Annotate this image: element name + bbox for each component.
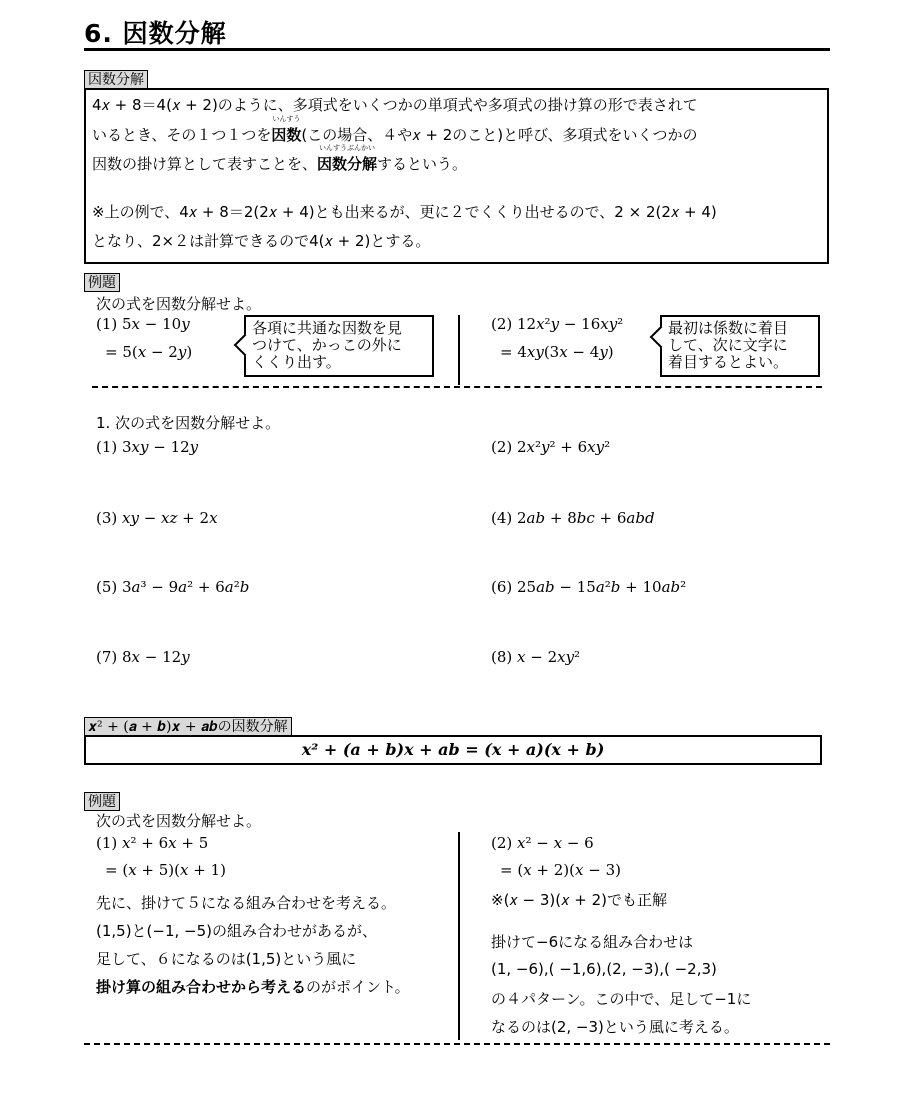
example2-explanation-1-line-4: 掛け算の組み合わせから考えるのがポイント。 [96,978,410,996]
exercise1-problem-8: (8) 𝑥 − 2𝑥𝑦² [491,648,581,666]
example2-dashed-rule [84,1043,830,1045]
exercise1-problem-2: (2) 2𝑥²𝑦² + 6𝑥𝑦² [491,438,611,456]
exercise1-problem-1: (1) 3𝑥𝑦 − 12𝑦 [96,438,199,456]
definition-note-1: ※上の例で、4𝑥 + 8＝2(2𝑥 + 4)とも出来るが、更に２でくくり出せるので、2 × 2(2𝑥 + 4) [92,203,717,221]
example2-instruction: 次の式を因数分解せよ。 [96,812,262,830]
example1-answer-2: = 4𝑥𝑦(3𝑥 − 4𝑦) [500,343,614,361]
exercise1-problem-7: (7) 8𝑥 − 12𝑦 [96,648,190,666]
definition-line-1: 4𝑥 + 8＝4(𝑥 + 2)のように、多項式をいくつかの単項式や多項式の掛け算の形で表されて [92,96,698,114]
example1-problem-2: (2) 12𝑥²𝑦 − 16𝑥𝑦² [491,315,624,333]
definition-line-3: 因数の掛け算として表すことを、 いんすうぶんかい 因数分解するという。 [92,144,468,173]
example2-explanation-1-line-3: 足して、６になるのは(1,5)という風に [96,950,357,968]
term-insu: いんすう 因数 [271,115,302,144]
title-underline [84,48,830,51]
example2-explanation-2-line-4: なるのは(2, −3)という風に考える。 [491,1018,739,1036]
example2-divider [458,832,460,1040]
example1-callout-2: 最初は係数に着目 して、次に文字に 着目するとよい。 [660,315,820,377]
example1-answer-1: = 5(𝑥 − 2𝑦) [105,343,193,361]
exercise1-problem-5: (5) 3𝑎³ − 9𝑎² + 6𝑎²𝑏 [96,578,250,596]
example2-explanation-2-line-3: の４パターン。この中で、足して−1に [491,990,752,1008]
example2-tag: 例題 [84,792,120,811]
example1-divider [458,315,460,385]
example2-note: ※(𝑥 − 3)(𝑥 + 2)でも正解 [491,891,667,909]
page-title: 6. 因数分解 [84,19,227,48]
example1-tag: 例題 [84,273,120,292]
formula-tag: 𝒙² + (𝒂 + 𝒃)𝒙 + 𝒂𝒃の因数分解 [84,717,292,736]
exercise1-instruction: 1. 次の式を因数分解せよ。 [96,414,281,432]
example1-callout-1: 各項に共通な因数を見 つけて、かっこの外に くくり出す。 [244,315,434,377]
example2-answer-2: = (𝑥 + 2)(𝑥 − 3) [500,861,621,879]
example1-dashed-rule [92,386,822,388]
example2-explanation-2-line-2: (1, −6),( −1,6),(2, −3),( −2,3) [491,960,717,978]
example2-problem-1: (1) 𝑥² + 6𝑥 + 5 [96,834,209,852]
example2-explanation-2-line-1: 掛けて−6になる組み合わせは [491,933,694,951]
definition-line-2: いるとき、その１つ１つを いんすう 因数(この場合、４や𝑥 + 2のこと)と呼び、多項式をいくつかの [92,115,698,144]
example2-explanation-1-line-1: 先に、掛けて５になる組み合わせを考える。 [96,894,397,912]
example1-problem-1: (1) 5𝑥 − 10𝑦 [96,315,190,333]
exercise1-problem-3: (3) 𝑥𝑦 − 𝑥𝑧 + 2𝑥 [96,509,218,527]
example2-problem-2: (2) 𝑥² − 𝑥 − 6 [491,834,594,852]
exercise1-problem-6: (6) 25𝑎𝑏 − 15𝑎²𝑏 + 10𝑎𝑏² [491,578,687,596]
formula-box: x² + (a + b)x + ab = (x + a)(x + b) [84,735,822,765]
example2-answer-1: = (𝑥 + 5)(𝑥 + 1) [105,861,226,879]
term-insubunkai: いんすうぶんかい 因数分解 [317,144,378,173]
definition-tag: 因数分解 [84,70,148,89]
example1-instruction: 次の式を因数分解せよ。 [96,295,262,313]
example2-explanation-1-line-2: (1,5)と(−1, −5)の組み合わせがあるが、 [96,922,378,940]
definition-note-2: となり、2×２は計算できるので4(𝑥 + 2)とする。 [92,232,431,250]
exercise1-problem-4: (4) 2𝑎𝑏 + 8𝑏𝑐 + 6𝑎𝑏𝑑 [491,509,655,527]
